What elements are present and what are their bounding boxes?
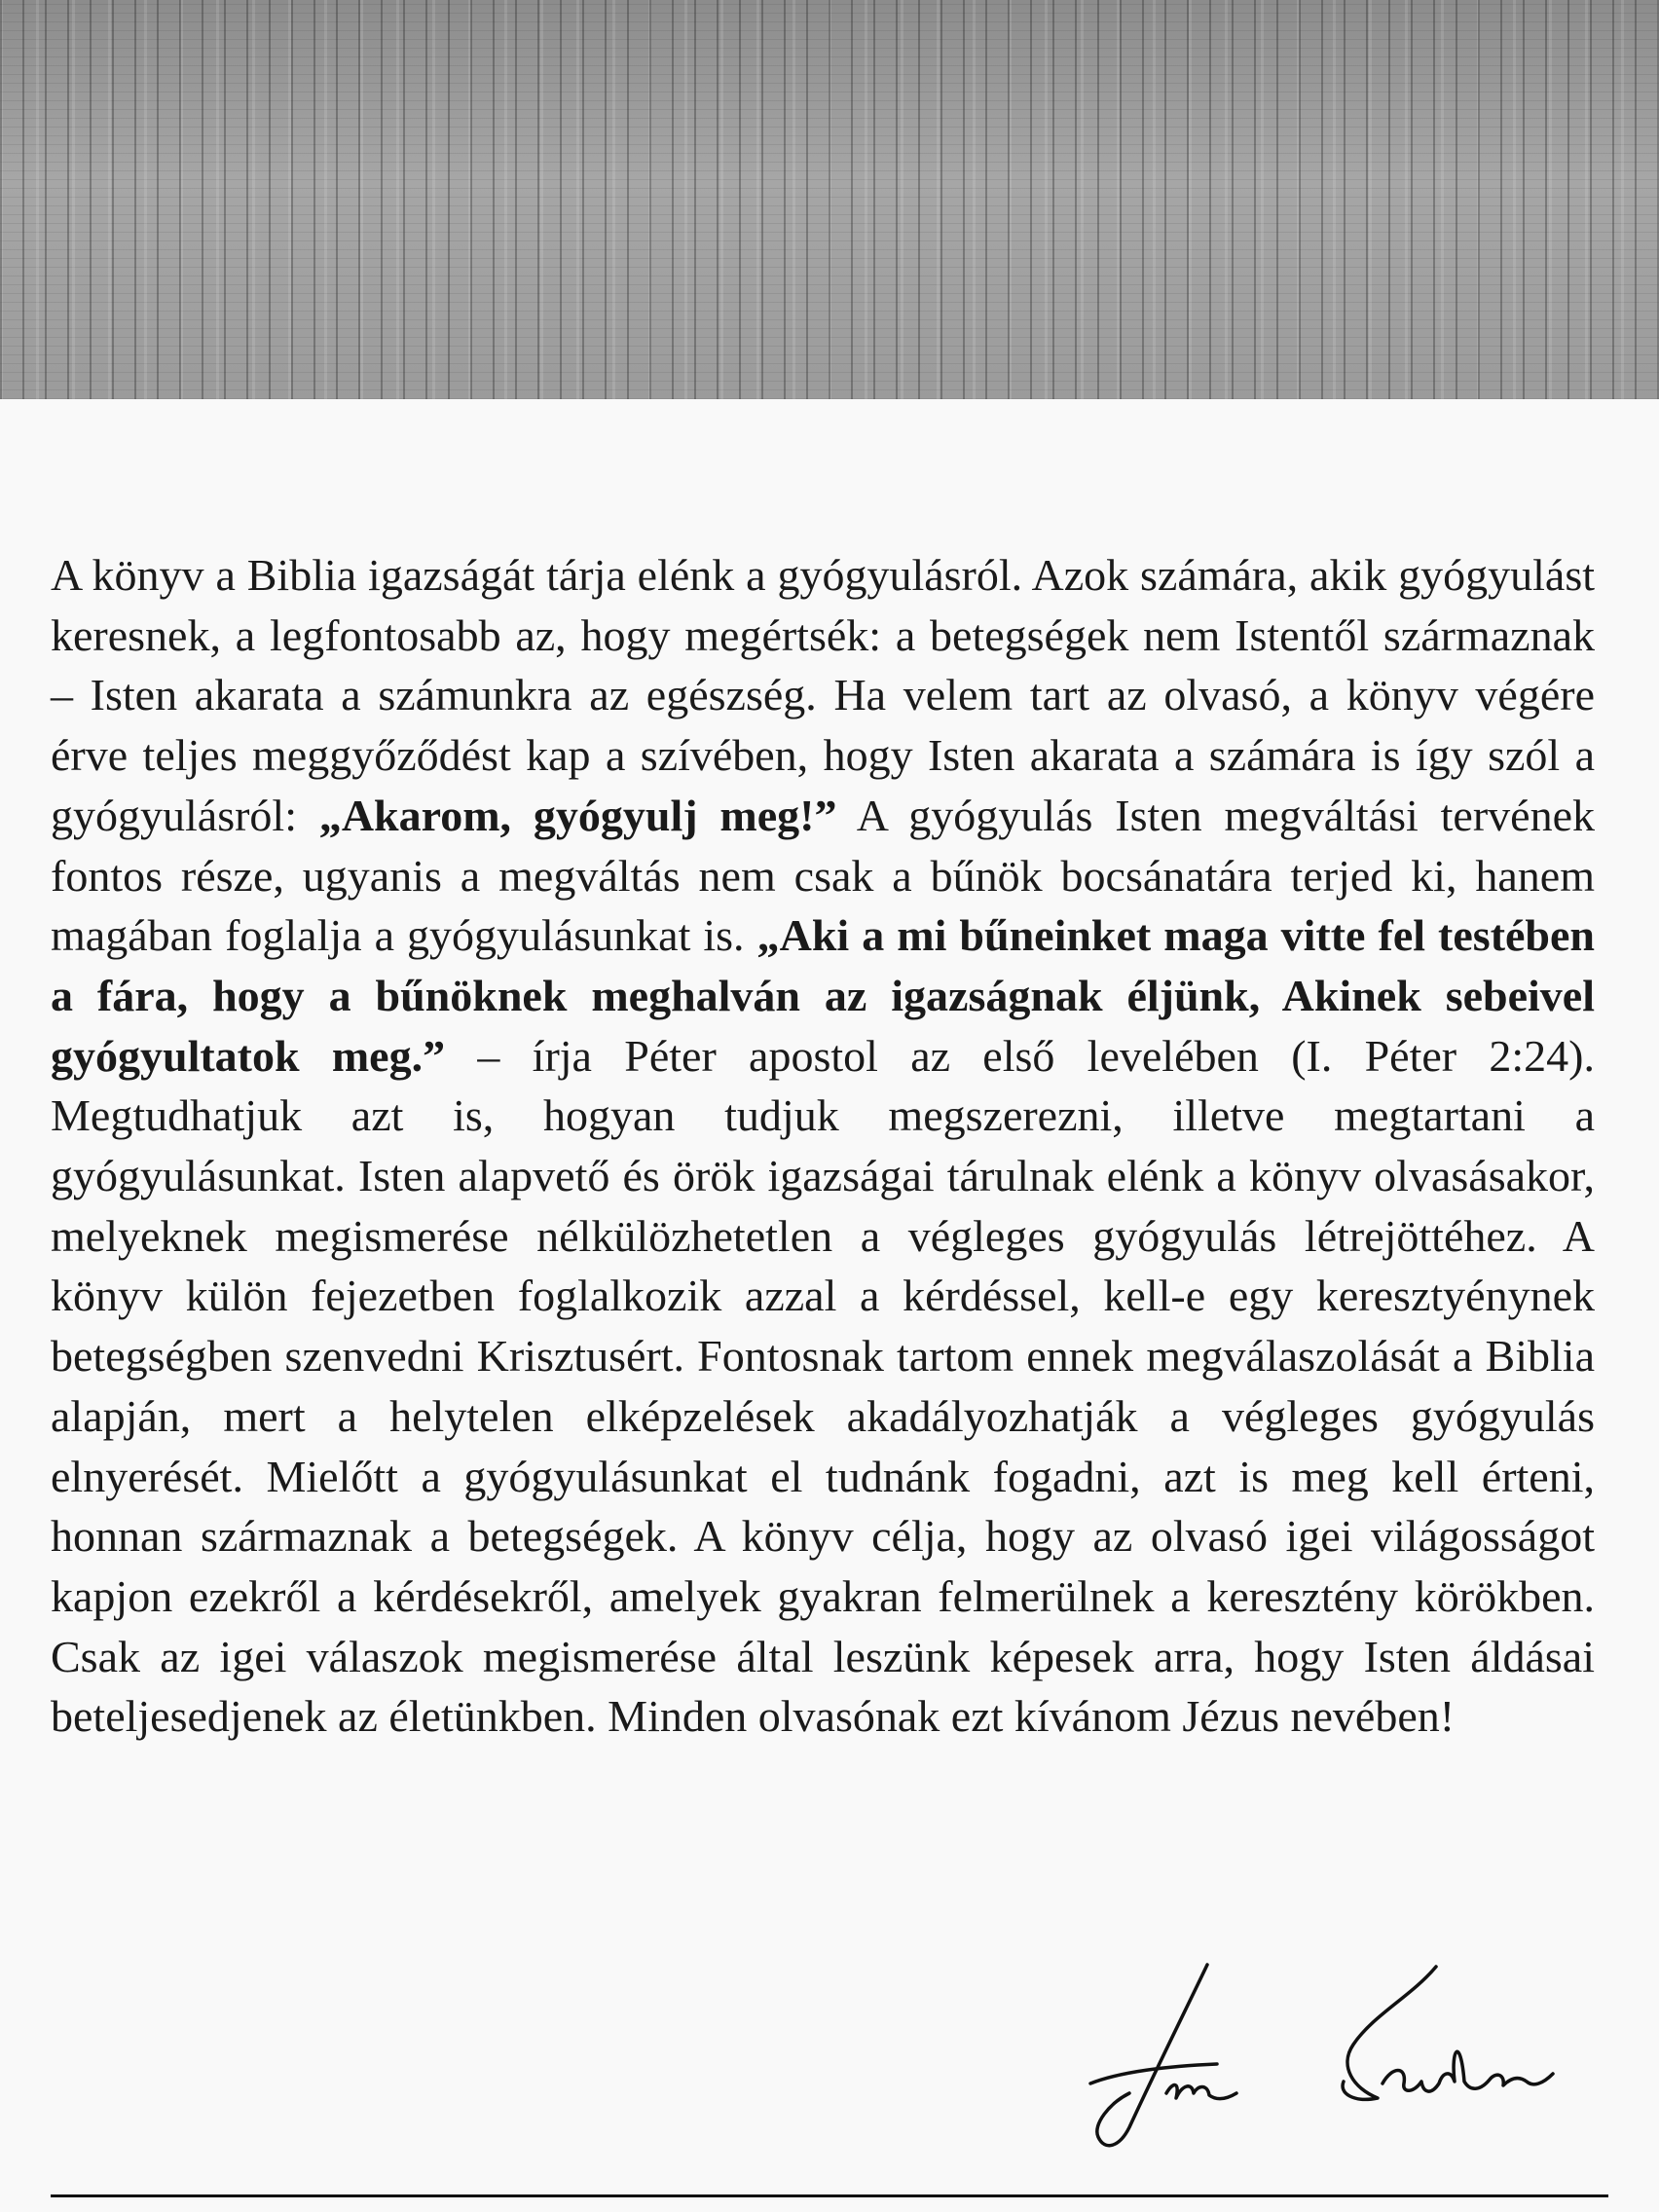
blurb-quote-2: „Aki a mi bűneinket maga vitte fel testében a fára, hogy a bűnöknek meghalván az igazságnak éljünk, Akinek sebeivel gyógyultatok meg.”: [51, 910, 1596, 1081]
blurb-part-3: – írja Péter apostol az első levelében (I. Péter 2:24). Megtudhatjuk azt is, hogyan tudjuk megszerezni, illetve megtartani a gyógyulásunkat. Isten alapvető és örök igazságai tárulnak elénk a könyv olvasásakor, melyeknek megismerése nélkülözhetetlen a végleges gyógyulás létrejöttéhez. A könyv külön fejezetben foglalkozik azzal a kérdéssel, kell-e egy keresztyénynek betegségben szenvedni Krisztusért. Fontosnak tartom ennek megválaszolását a Biblia alapján, mert a helytelen elképzelések akadályozhatják a végleges gyógyulás elnyerését. Mielőtt a gyógyulásunkat el tudnánk fogadni, azt is meg kell érteni, honnan származnak a betegségek. A könyv célja, hogy az olvasó igei világosságot kapjon ezekről a kérdésekről, amelyek gyakran felmerülnek a keresztény körökben. Csak az igei válaszok megismerése által leszünk képesek arra, hogy Isten áldásai beteljesedjenek az életünkben. Minden olvasónak ezt kívánom Jézus nevében!: [51, 1030, 1595, 1742]
blurb-part-1: A könyv a Biblia igazságát tárja elénk a gyógyulásról. Azok számára, akik gyógyulást keresnek, a legfontosabb az, hogy megértsék: a betegségek nem Istentől származnak – Isten akarata a számunkra az egészség. Ha velem tart az olvasó, a könyv végére érve teljes meggyőződést kap a szívében, hogy Isten akarata a számára is így szól a gyógyulásról:: [51, 550, 1595, 840]
cover-texture-band: [0, 0, 1659, 399]
blurb-quote-1: „Akarom, gyógyulj meg!”: [318, 790, 837, 840]
blurb-text: [51, 545, 1595, 1747]
author-signature: [1061, 1957, 1567, 2152]
blurb-part-2: A gyógyulás Isten megváltási tervének fontos része, ugyanis a megváltás nem csak a bűnök bocsánatára terjed ki, hanem magában foglalja a gyógyulásunkat is.: [51, 790, 1595, 961]
bottom-divider: [51, 2194, 1608, 2197]
handwritten-signature-icon: [1061, 1957, 1567, 2152]
